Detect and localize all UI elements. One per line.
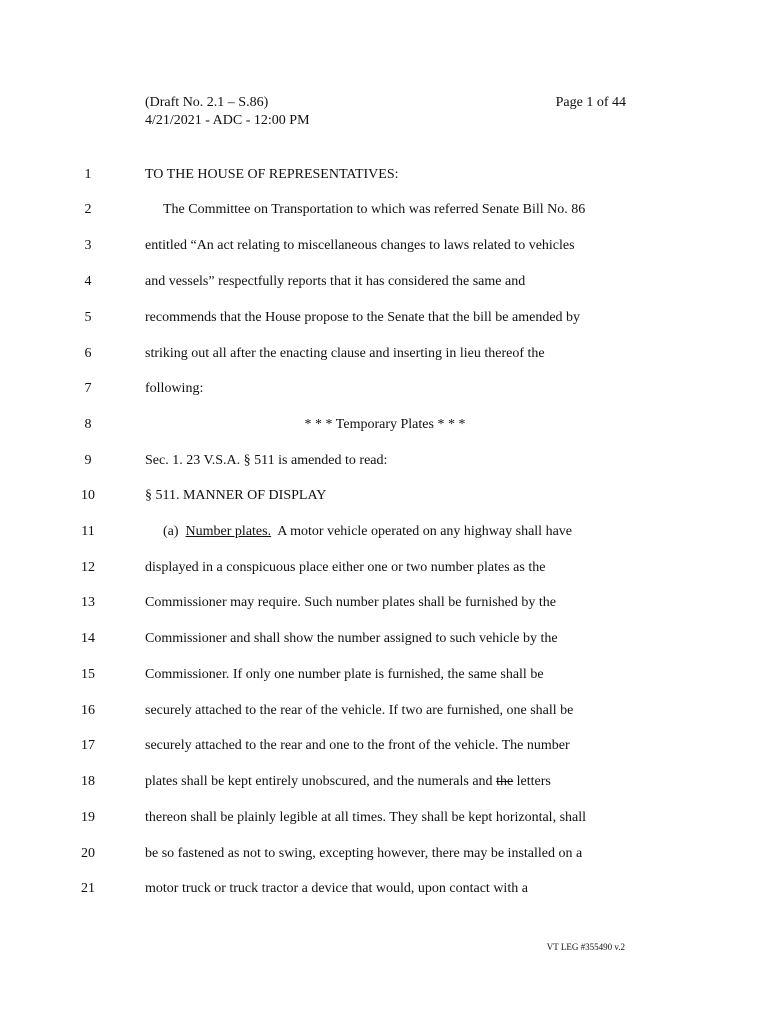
doc-line (0, 558, 770, 578)
line-text: be so fastened as not to swing, excepting however, there may be installed on a (145, 846, 583, 861)
doc-line (0, 629, 770, 649)
line-text: following: (145, 381, 204, 396)
line-number: 4 (84, 274, 92, 289)
line-number: 12 (81, 560, 95, 575)
line-number: 15 (81, 667, 95, 682)
line-number: 20 (81, 846, 95, 861)
line-text: § 511. MANNER OF DISPLAY (145, 488, 327, 503)
line-text: motor truck or truck tractor a device that would, upon contact with a (145, 881, 528, 896)
doc-line (0, 665, 770, 685)
line-number: 7 (84, 381, 92, 396)
line-text (145, 772, 551, 792)
draft-number: (Draft No. 2.1 – S.86) (145, 95, 269, 110)
line-text: entitled “An act relating to miscellaneous changes to laws related to vehicles (145, 238, 575, 253)
line-text: The Committee on Transportation to which was referred Senate Bill No. 86 (163, 202, 586, 217)
doc-line (0, 844, 770, 864)
line-text: Commissioner. If only one number plate is furnished, the same shall be (145, 667, 544, 682)
doc-line (0, 308, 770, 328)
line-text: Sec. 1. 23 V.S.A. § 511 is amended to read: (145, 453, 388, 468)
line-text: TO THE HOUSE OF REPRESENTATIVES: (145, 167, 399, 182)
line-text (163, 522, 572, 542)
doc-line (0, 593, 770, 613)
line-number: 1 (84, 167, 92, 182)
doc-line (0, 879, 770, 899)
line-text: thereon shall be plainly legible at all times. They shall be kept horizontal, shall (145, 810, 587, 825)
line-number: 9 (84, 453, 92, 468)
struck-text: the (496, 774, 514, 789)
line-text: Commissioner may require. Such number plates shall be furnished by the (145, 595, 556, 610)
doc-line (0, 736, 770, 756)
line-text-start: plates shall be kept entirely unobscured, and the numerals and (145, 774, 497, 789)
line-number: 2 (84, 202, 92, 217)
underlined-heading: Number plates. (185, 524, 272, 539)
doc-line (0, 415, 770, 435)
line-number: 3 (84, 238, 92, 253)
line-text: and vessels” respectfully reports that it has considered the same and (145, 274, 526, 289)
line-text-rest: A motor vehicle operated on any highway shall have (271, 524, 572, 539)
line-number: 5 (84, 310, 92, 325)
doc-line (0, 451, 770, 471)
document-id-footer: VT LEG #355490 v.2 (546, 942, 625, 952)
doc-line (0, 379, 770, 399)
line-number: 14 (81, 631, 95, 646)
subsection-label: (a) (163, 524, 186, 539)
draft-date: 4/21/2021 - ADC - 12:00 PM (145, 113, 310, 128)
line-text: Commissioner and shall show the number assigned to such vehicle by the (145, 631, 558, 646)
doc-line (0, 272, 770, 292)
line-text: displayed in a conspicuous place either one or two number plates as the (145, 560, 546, 575)
line-number: 19 (81, 810, 95, 825)
doc-line (0, 522, 770, 542)
line-number: 16 (81, 703, 95, 718)
line-number: 18 (81, 774, 95, 789)
line-text: securely attached to the rear of the vehicle. If two are furnished, one shall be (145, 703, 574, 718)
line-number: 10 (81, 488, 95, 503)
doc-line (0, 236, 770, 256)
doc-line (0, 200, 770, 220)
page-number: Page 1 of 44 (555, 95, 626, 110)
header-left (145, 94, 310, 130)
line-number: 17 (81, 738, 95, 753)
line-text: securely attached to the rear and one to the front of the vehicle. The number (145, 738, 570, 753)
line-text-end: letters (513, 774, 551, 789)
doc-line (0, 701, 770, 721)
doc-line (0, 165, 770, 185)
line-number: 13 (81, 595, 95, 610)
line-number: 21 (81, 881, 95, 896)
doc-line (0, 808, 770, 828)
line-number: 6 (84, 346, 92, 361)
doc-line (0, 486, 770, 506)
doc-line (0, 772, 770, 792)
line-number: 11 (81, 524, 95, 539)
section-heading: * * * Temporary Plates * * * (304, 417, 466, 432)
line-text: striking out all after the enacting clause and inserting in lieu thereof the (145, 346, 545, 361)
doc-line (0, 344, 770, 364)
line-number: 8 (84, 417, 92, 432)
line-text: recommends that the House propose to the Senate that the bill be amended by (145, 310, 581, 325)
